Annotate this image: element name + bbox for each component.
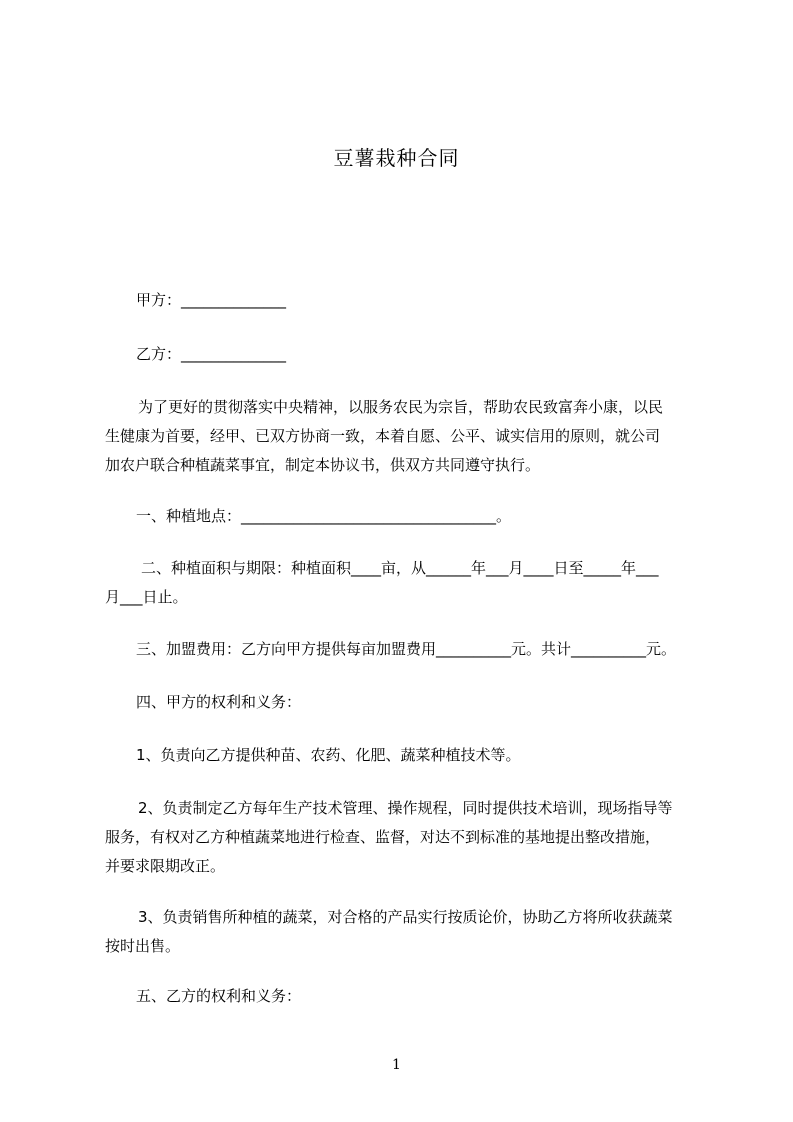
clause-4-heading: 四、甲方的权利和义务： [136, 693, 302, 711]
page-number: 1 [392, 1057, 401, 1073]
clause-4-item-3-paragraph [105, 903, 710, 961]
clause-2-line-2: 月___日止。 [105, 588, 188, 606]
clause-3-fees: 三、加盟费用：乙方向甲方提供每亩加盟费用__________元。共计__________元。 [136, 640, 677, 658]
preamble-line-2: 生健康为首要，经甲、已双方协商一致，本着自愿、公平、诚实信用的原则，就公司 [105, 427, 661, 445]
preamble-line-3: 加农户联合种植蔬菜事宜，制定本协议书，供双方共同遵守执行。 [105, 456, 541, 474]
clause-5-heading: 五、乙方的权利和义务： [136, 987, 302, 1005]
clause-4-item-2-paragraph [105, 794, 710, 881]
clause-2-paragraph [105, 554, 710, 612]
preamble-paragraph [105, 393, 710, 480]
clause-2-line-1: 二、种植面积与期限：种植面积____亩，从______年___月____日至_____年___ [141, 559, 659, 577]
clause-4-item-3-line-2: 按时出售。 [105, 937, 181, 955]
clause-4-item-3-line-1: 3、负责销售所种植的蔬菜，对合格的产品实行按质论价，协助乙方将所收获蔬菜 [138, 908, 673, 926]
party-a-line: 甲方：______________ [136, 291, 287, 309]
party-b-line: 乙方：______________ [136, 345, 287, 363]
clause-4-item-2-line-2: 服务，有权对乙方种植蔬菜地进行检查、监督，对达不到标准的基地提出整改措施， [105, 828, 661, 846]
clause-1-location: 一、种植地点：__________________________________。 [136, 507, 512, 525]
document-title: 豆薯栽种合同 [333, 146, 460, 170]
clause-4-item-1: 1、负责向乙方提供种苗、农药、化肥、蔬菜种植技术等。 [136, 746, 521, 764]
preamble-line-1: 为了更好的贯彻落实中央精神，以服务农民为宗旨，帮助农民致富奔小康，以民 [138, 398, 664, 416]
clause-4-item-2-line-3: 并要求限期改正。 [105, 857, 226, 875]
clause-4-item-2-line-1: 2、负责制定乙方每年生产技术管理、操作规程，同时提供技术培训，现场指导等 [138, 799, 673, 817]
